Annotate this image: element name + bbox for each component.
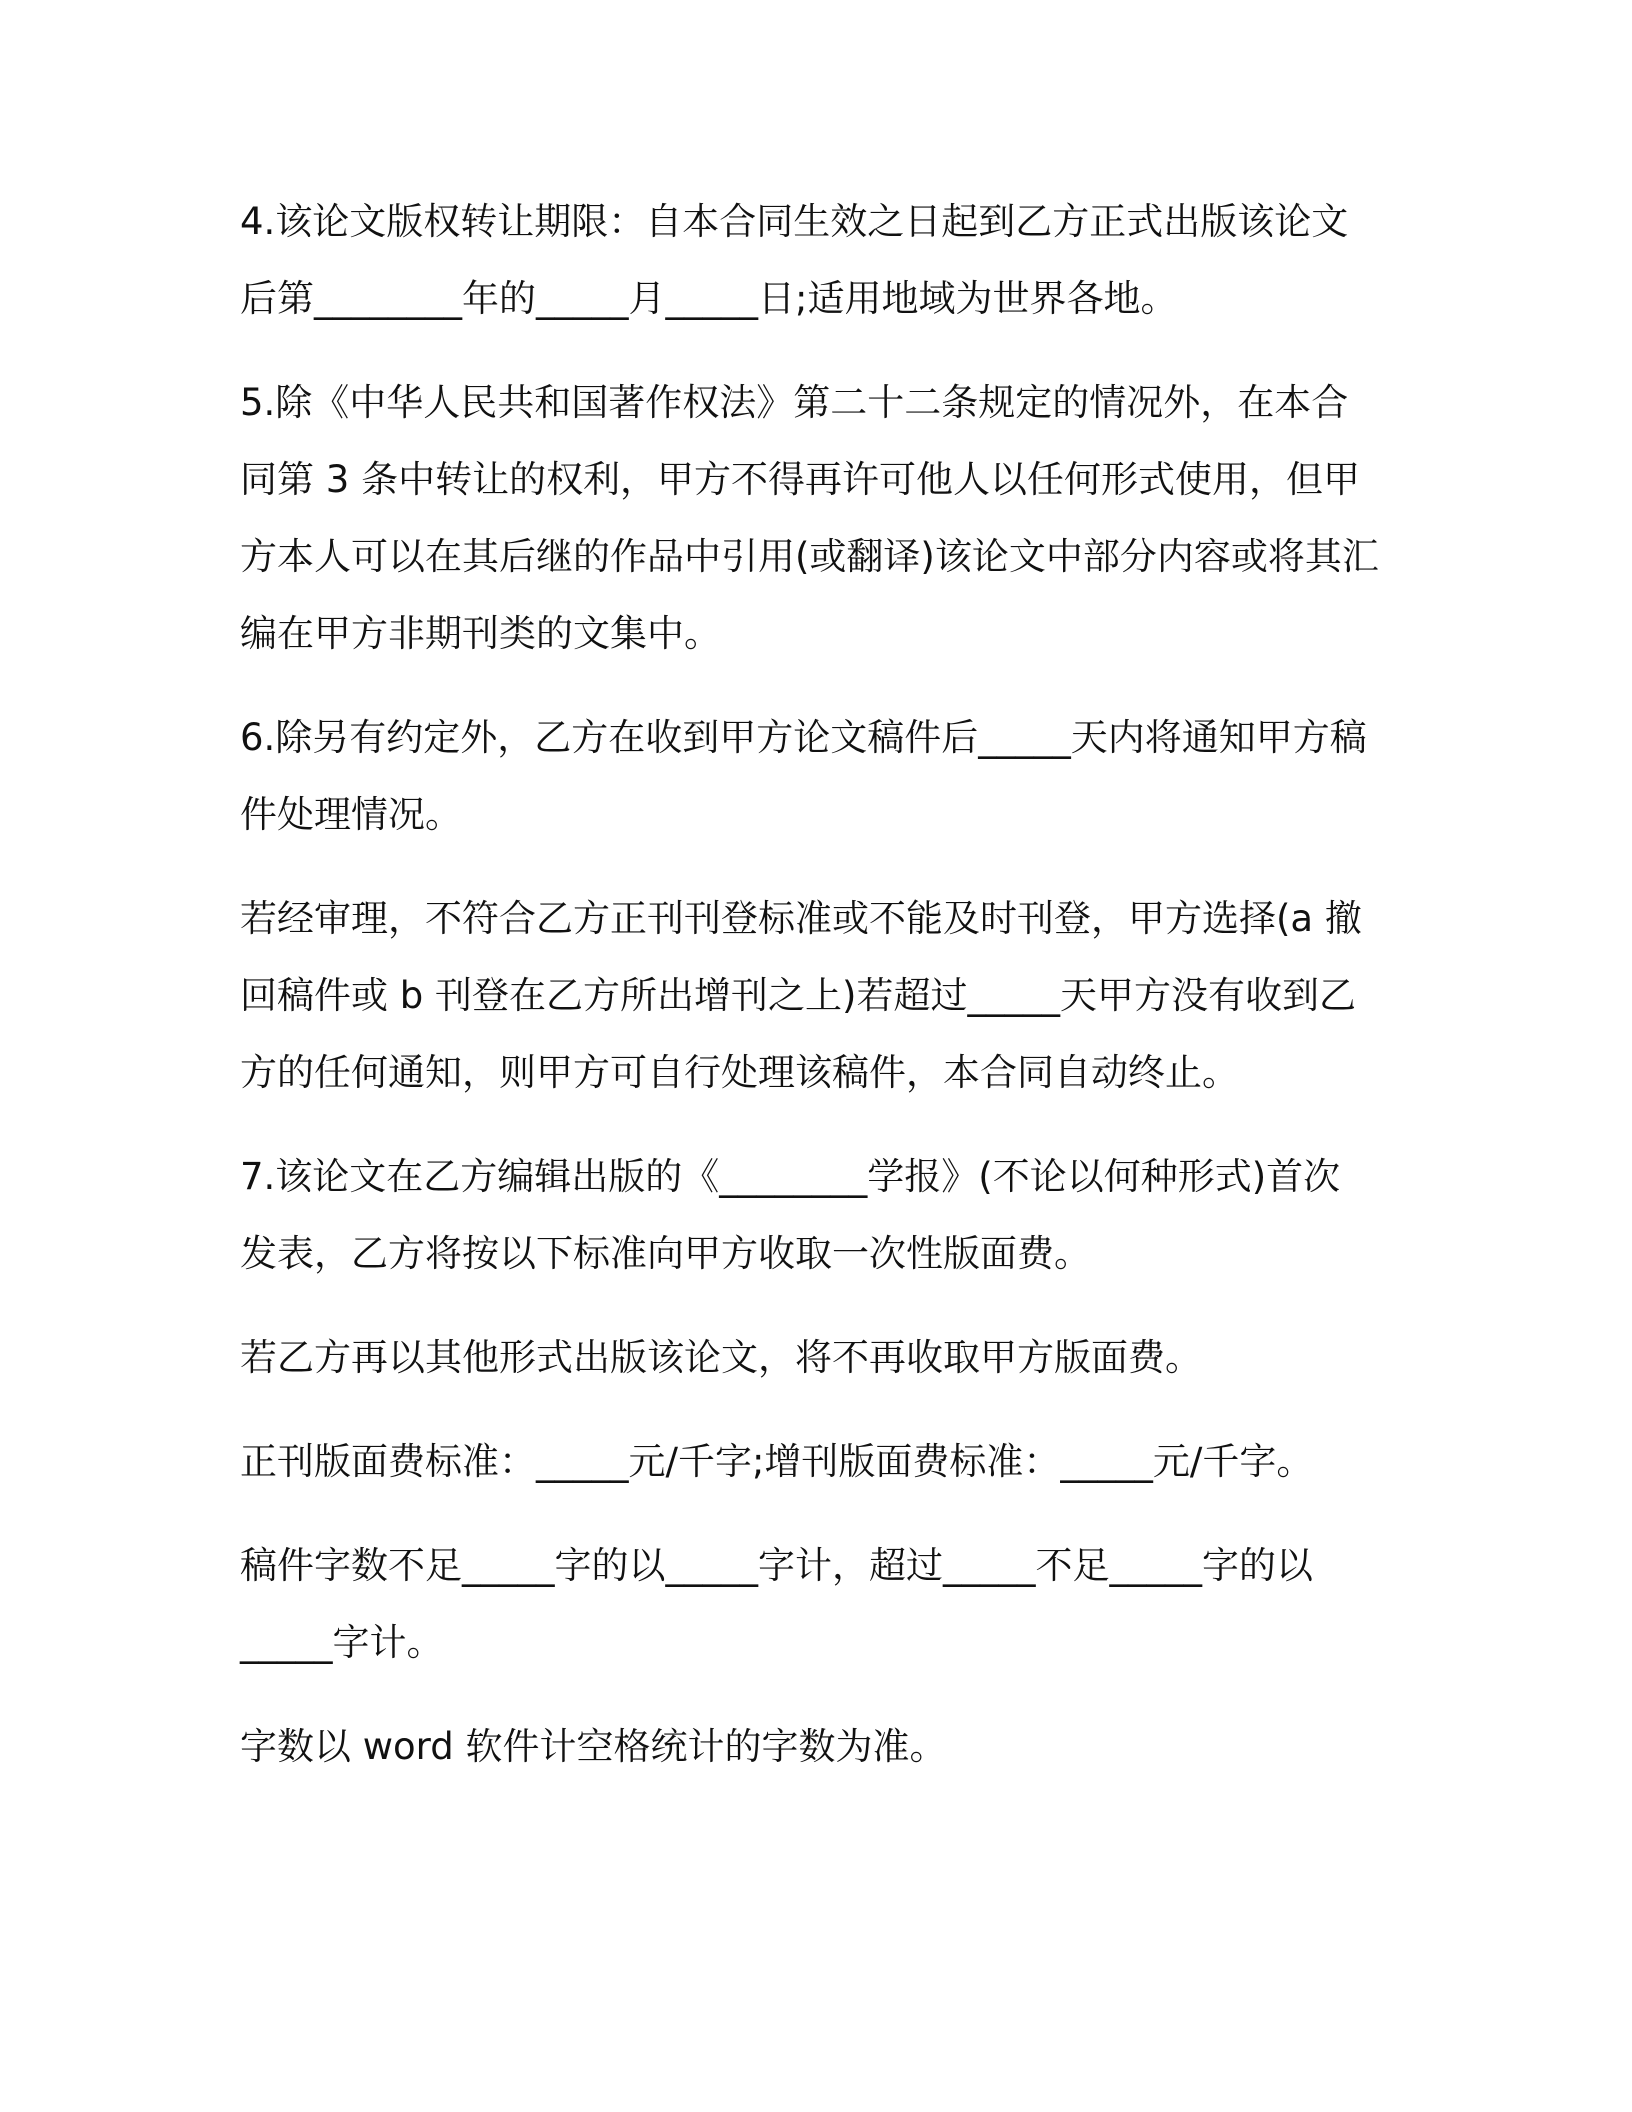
fee-standard-paragraph bbox=[240, 1423, 1400, 1500]
no-fee-again-paragraph bbox=[240, 1319, 1400, 1396]
text-line: 方本人可以在其后继的作品中引用(或翻译)该论文中部分内容或将其汇 bbox=[240, 535, 1379, 578]
text-line: 正刊版面费标准：_____元/千字;增刊版面费标准：_____元/千字。 bbox=[240, 1440, 1314, 1483]
text-line: 同第 3 条中转让的权利，甲方不得再许可他人以任何形式使用，但甲 bbox=[240, 458, 1361, 501]
clause-6-paragraph bbox=[240, 699, 1400, 853]
text-line: 方的任何通知，则甲方可自行处理该稿件，本合同自动终止。 bbox=[240, 1051, 1239, 1094]
clause-7-paragraph bbox=[240, 1138, 1400, 1292]
clause-5-paragraph bbox=[240, 364, 1400, 672]
text-line: 若经审理，不符合乙方正刊刊登标准或不能及时刊登，甲方选择(a 撤 bbox=[240, 897, 1362, 940]
review-terms-paragraph bbox=[240, 880, 1400, 1111]
text-line: 发表，乙方将按以下标准向甲方收取一次性版面费。 bbox=[240, 1232, 1091, 1275]
text-line: 若乙方再以其他形式出版该论文，将不再收取甲方版面费。 bbox=[240, 1336, 1202, 1379]
text-line: 6.除另有约定外，乙方在收到甲方论文稿件后_____天内将通知甲方稿 bbox=[240, 716, 1367, 759]
text-line: 7.该论文在乙方编辑出版的《________学报》(不论以何种形式)首次 bbox=[240, 1155, 1341, 1198]
text-line: 回稿件或 b 刊登在乙方所出增刊之上)若超过_____天甲方没有收到乙 bbox=[240, 974, 1356, 1017]
text-line: _____字计。 bbox=[240, 1621, 444, 1664]
text-line: 字数以 word 软件计空格统计的字数为准。 bbox=[240, 1725, 947, 1768]
text-line: 4.该论文版权转让期限：自本合同生效之日起到乙方正式出版该论文 bbox=[240, 200, 1349, 243]
text-line: 5.除《中华人民共和国著作权法》第二十二条规定的情况外，在本合 bbox=[240, 381, 1349, 424]
word-count-basis-paragraph bbox=[240, 1708, 1400, 1785]
clause-4-paragraph bbox=[240, 183, 1400, 337]
text-line: 后第________年的_____月_____日;适用地域为世界各地。 bbox=[240, 277, 1178, 320]
text-line: 件处理情况。 bbox=[240, 793, 462, 836]
text-line: 编在甲方非期刊类的文集中。 bbox=[240, 612, 721, 655]
text-line: 稿件字数不足_____字的以_____字计，超过_____不足_____字的以 bbox=[240, 1544, 1313, 1587]
document-body bbox=[240, 183, 1400, 1785]
word-count-rule-paragraph bbox=[240, 1527, 1400, 1681]
